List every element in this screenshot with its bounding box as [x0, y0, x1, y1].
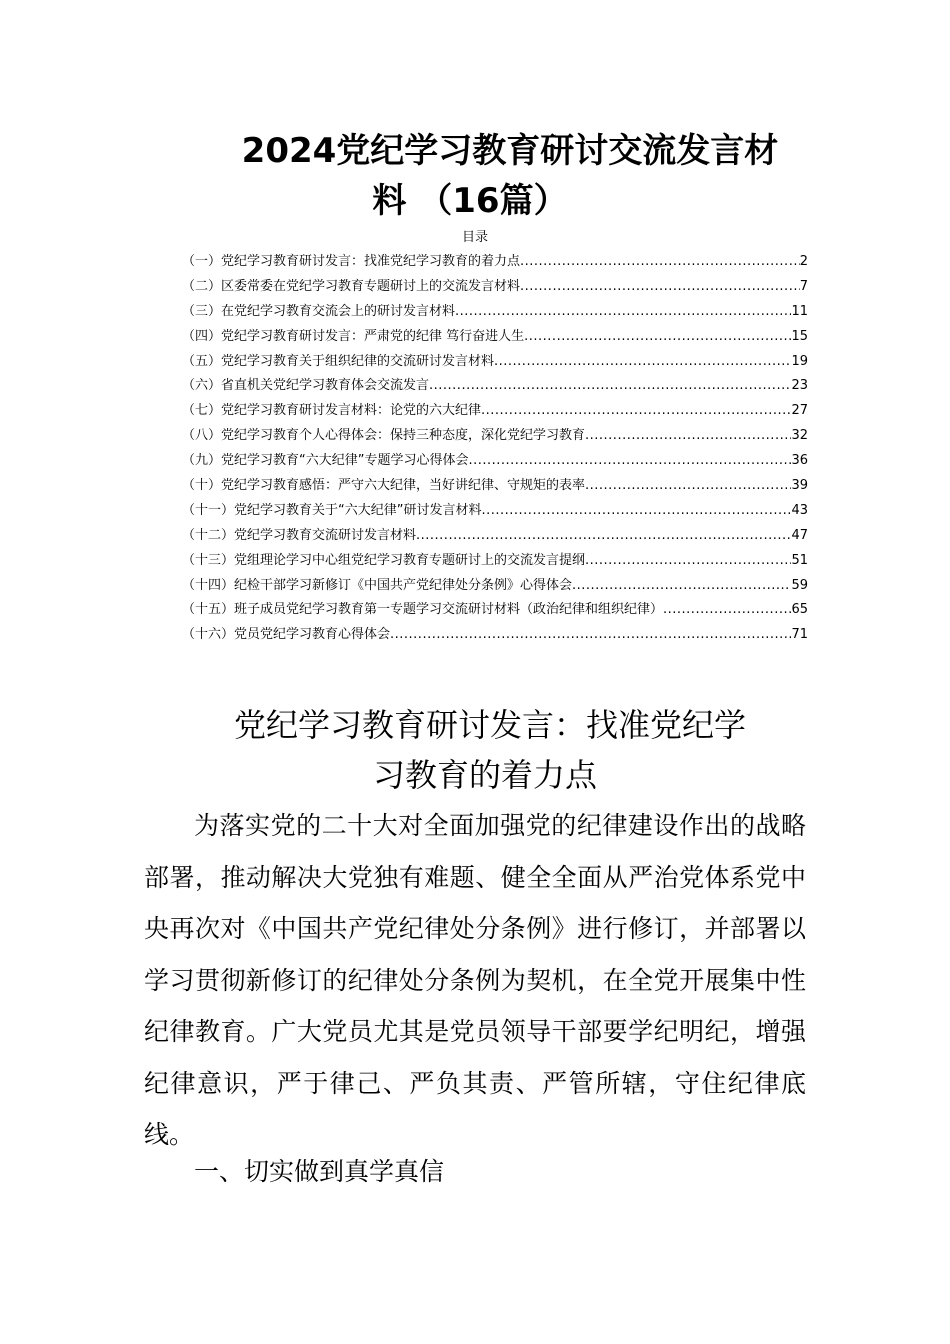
toc-entry-title: （一）党纪学习教育研讨发言：找准党纪学习教育的着力点 [182, 254, 521, 269]
toc-entry-title: （五）党纪学习教育关于组织纪律的交流研讨发言材料 [182, 353, 495, 369]
toc-leader-dots [663, 598, 791, 623]
table-of-contents [182, 250, 808, 648]
toc-entry-title: （十四）纪检干部学习新修订《中国共产党纪律处分条例》心得体会 [182, 577, 573, 593]
body-paragraph: 为落实党的二十大对全面加强党的纪律建设作出的战略部署，推动解决大党独有难题、健全全面从严治党体系党中央再次对《中国共产党纪律处分条例》进行修订，并部署以学习贯彻新修订的纪律处分条例为契机，在全党开展集中性纪律教育。广大党员尤其是党员领导干部要学纪明纪，增强纪律意识，严于律己、严负其责、严管所辖，守住纪律底线。 [144, 811, 806, 1149]
toc-entry-page: 43 [791, 502, 808, 518]
toc-entry-title: （九）党纪学习教育“六大纪律”专题学习心得体会 [182, 453, 469, 469]
toc-entry-page: 27 [791, 403, 808, 419]
toc-leader-dots [468, 449, 791, 474]
toc-entry-title: （十六）党员党纪学习教育心得体会 [182, 627, 391, 643]
toc-entry-title: （十）党纪学习教育感悟：严守六大纪律，当好讲纪律、守规矩的表率 [182, 478, 586, 494]
toc-leader-dots [429, 374, 791, 399]
toc-entry-page: 51 [791, 552, 808, 568]
toc-leader-dots [520, 275, 800, 300]
toc-entry[interactable] [182, 374, 808, 399]
toc-entry[interactable] [182, 598, 808, 623]
toc-entry-title: （十五）班子成员党纪学习教育第一专题学习交流研讨材料（政治纪律和组织纪律） [182, 602, 664, 618]
toc-entry-title: （十三）党组理论学习中心组党纪学习教育专题研讨上的交流发言提纲 [182, 552, 586, 568]
toc-heading: 目录 [461, 230, 488, 245]
toc-entry-page: 65 [791, 602, 808, 618]
section-title-line-1: 党纪学习教育研讨发言：找准党纪学 [233, 706, 746, 744]
toc-entry-title: （十一）党纪学习教育关于“六大纪律”研讨发言材料 [182, 502, 482, 518]
toc-entry-page: 15 [791, 328, 808, 344]
section-title-line-2: 习教育的着力点 [372, 756, 597, 794]
document-title [0, 126, 950, 226]
toc-entry[interactable] [182, 623, 808, 648]
toc-entry[interactable] [182, 499, 808, 524]
toc-entry-title: （十二）党纪学习教育交流研讨发言材料 [182, 527, 417, 543]
toc-entry-page: 39 [791, 478, 808, 494]
toc-leader-dots [455, 300, 791, 325]
section-title [150, 700, 830, 800]
toc-entry[interactable] [182, 549, 808, 574]
toc-entry-title: （三）在党纪学习教育交流会上的研讨发言材料 [182, 303, 456, 319]
toc-entry-page: 11 [791, 303, 808, 319]
toc-leader-dots [585, 424, 791, 449]
toc-leader-dots [524, 325, 791, 350]
toc-entry[interactable] [182, 350, 808, 375]
section-subheading: 一、切实做到真学真信 [194, 1157, 445, 1186]
toc-entry[interactable] [182, 449, 808, 474]
toc-entry-page: 59 [791, 577, 808, 593]
toc-entry[interactable] [182, 250, 808, 275]
toc-entry-page: 32 [791, 428, 808, 444]
toc-leader-dots [520, 250, 800, 275]
toc-entry[interactable] [182, 524, 808, 549]
toc-entry[interactable] [182, 275, 808, 300]
toc-leader-dots [585, 474, 791, 499]
toc-entry[interactable] [182, 474, 808, 499]
toc-entry-page: 47 [791, 527, 808, 543]
toc-entry-page: 23 [791, 378, 808, 394]
toc-entry-title: （二）区委常委在党纪学习教育专题研讨上的交流发言材料 [182, 278, 521, 294]
toc-leader-dots [585, 549, 791, 574]
toc-entry[interactable] [182, 300, 808, 325]
toc-entry-page: 7 [799, 278, 808, 294]
toc-entry[interactable] [182, 424, 808, 449]
toc-entry[interactable] [182, 325, 808, 350]
toc-entry-title: （六）省直机关党纪学习教育体会交流发言 [182, 378, 430, 394]
toc-entry-title: （四）党纪学习教育研讨发言：严肃党的纪律 笃行奋进人生 [182, 328, 525, 344]
toc-entry-page: 2 [799, 254, 808, 269]
toc-entry[interactable] [182, 574, 808, 599]
toc-entry-title: （八）党纪学习教育个人心得体会：保持三种态度，深化党纪学习教育 [182, 428, 586, 444]
toc-entry-page: 36 [791, 453, 808, 469]
toc-entry-title: （七）党纪学习教育研讨发言材料：论党的六大纪律 [182, 403, 482, 419]
toc-leader-dots [481, 499, 791, 524]
toc-entry[interactable] [182, 399, 808, 424]
toc-leader-dots [572, 574, 791, 599]
toc-entry-page: 71 [791, 627, 808, 643]
document-title-line-1: 2024党纪学习教育研讨交流发言材 [241, 131, 779, 171]
document-title-line-2: 料 （16篇） [372, 181, 568, 221]
toc-entry-page: 19 [791, 353, 808, 369]
toc-leader-dots [481, 399, 791, 424]
toc-leader-dots [416, 524, 791, 549]
toc-leader-dots [390, 623, 791, 648]
toc-leader-dots [494, 350, 791, 375]
